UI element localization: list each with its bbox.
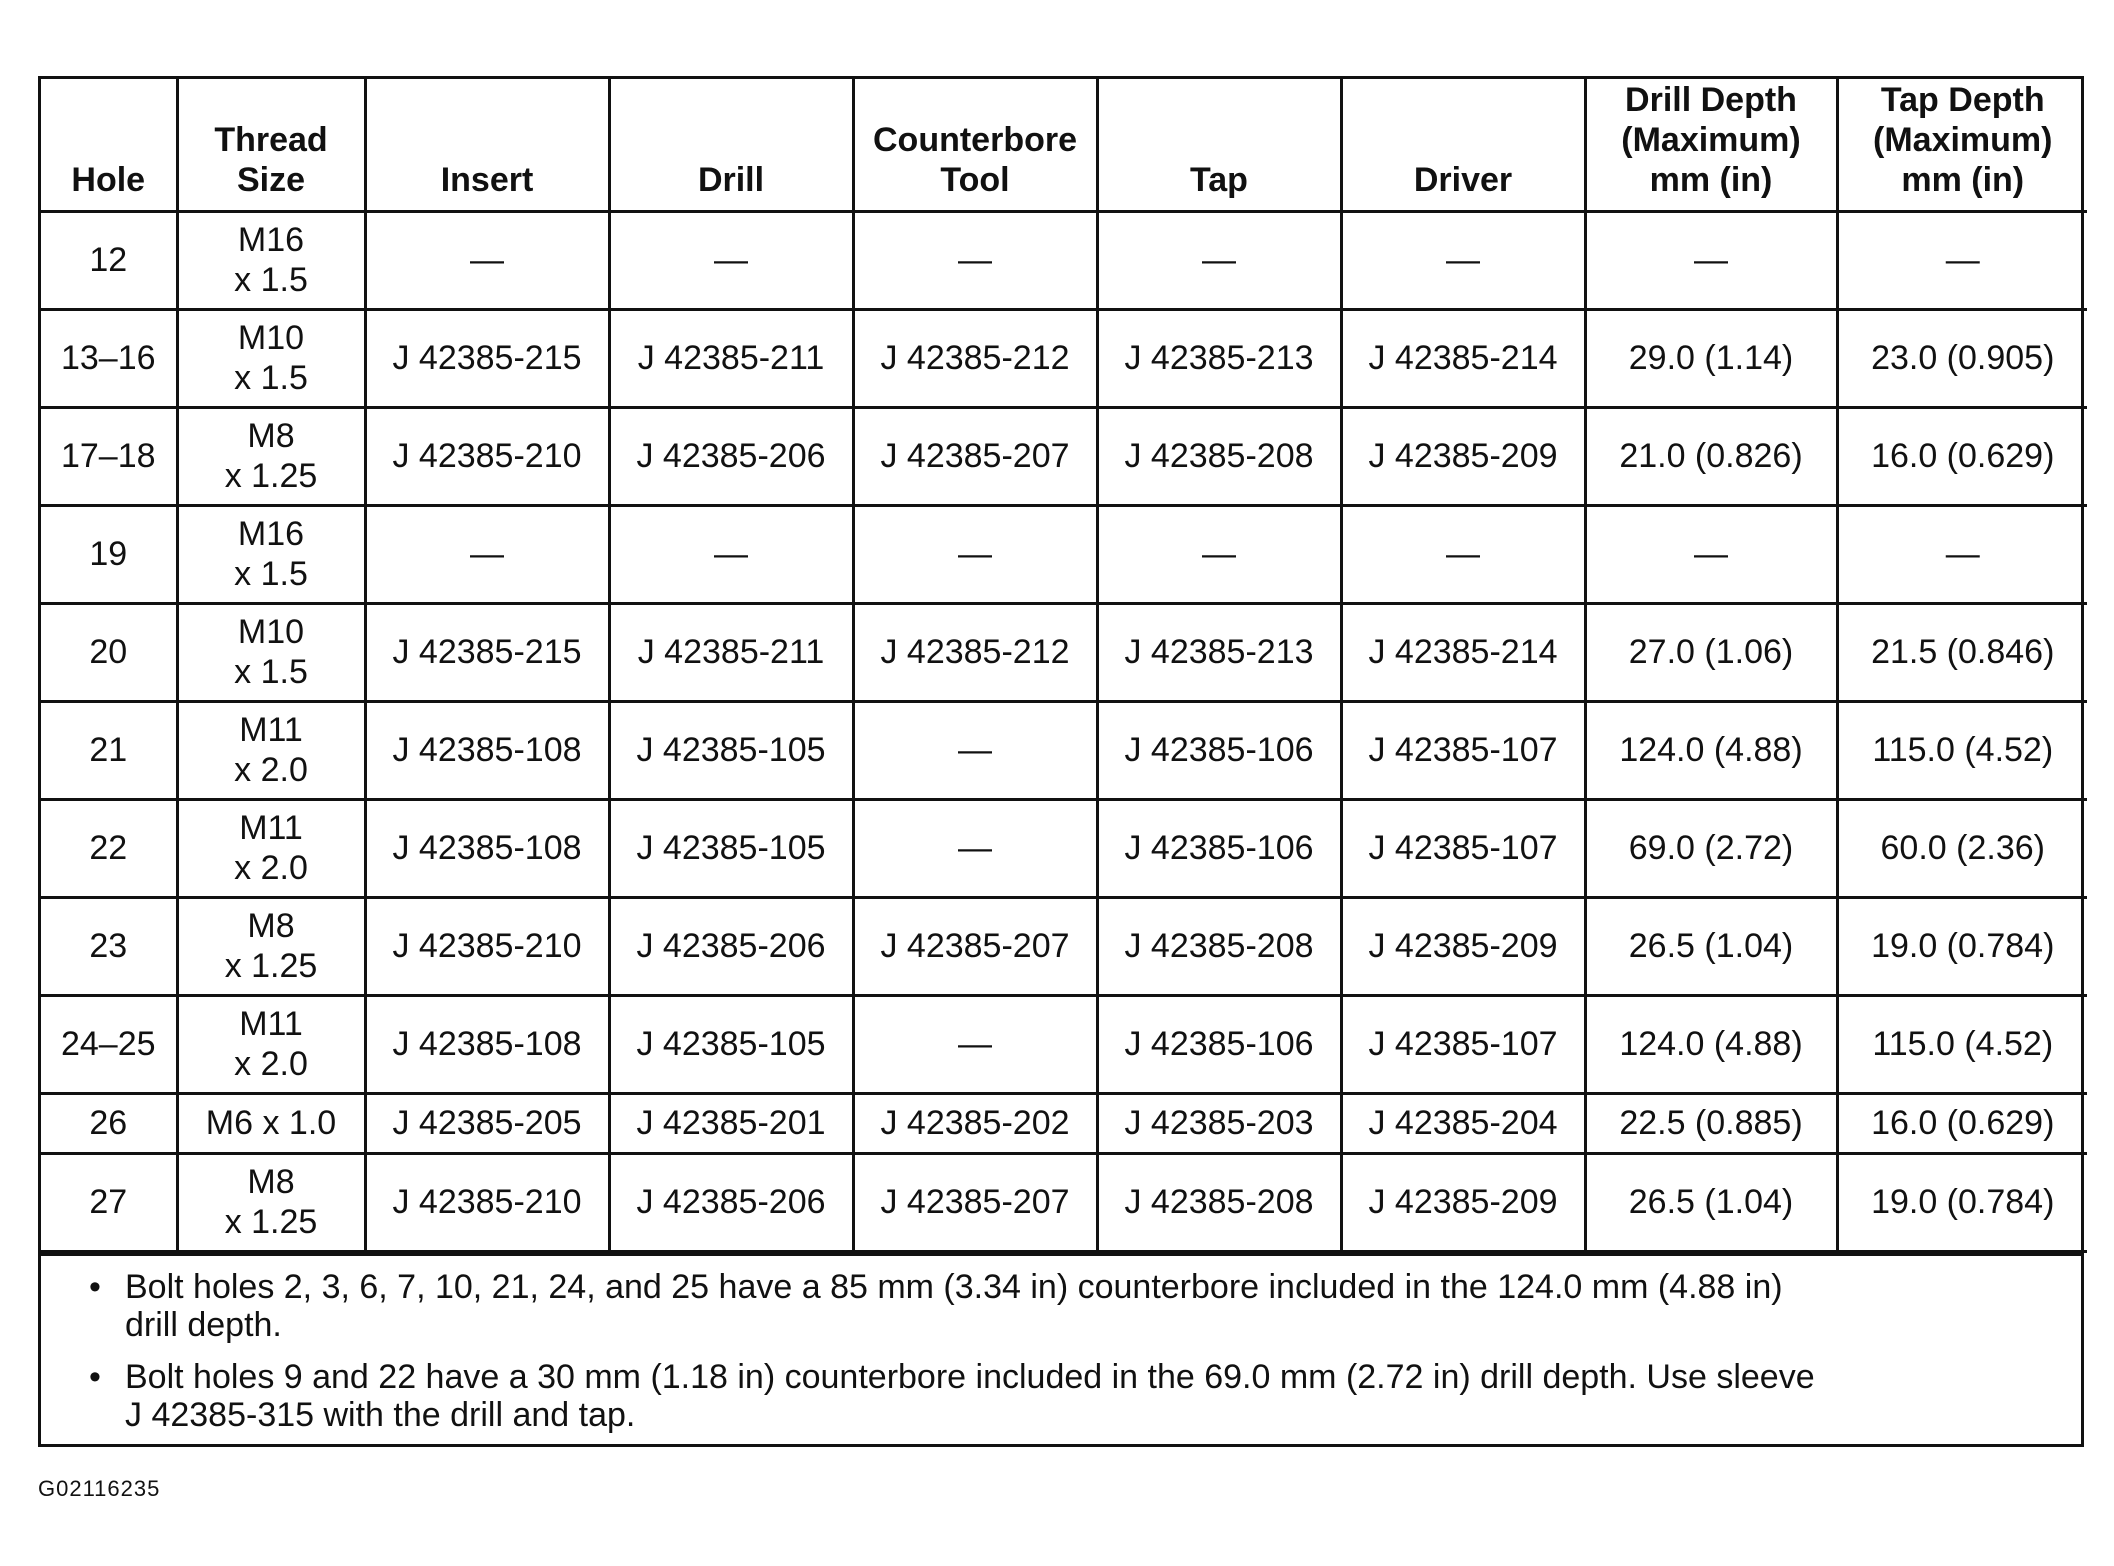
cell-tap-depth: 16.0 (0.629) bbox=[1837, 1093, 2087, 1153]
column-header-drill-depth bbox=[1585, 79, 1837, 211]
cell-insert: J 42385-215 bbox=[365, 309, 609, 407]
cell-counterbore-tool: J 42385-207 bbox=[853, 897, 1097, 995]
cell-tap-depth: 23.0 (0.905) bbox=[1837, 309, 2087, 407]
cell-tap: J 42385-106 bbox=[1097, 799, 1341, 897]
header-text-line: Size bbox=[236, 160, 306, 199]
table-row bbox=[41, 995, 2087, 1093]
cell-drill-depth: 21.0 (0.826) bbox=[1585, 407, 1837, 505]
cell-drill-depth: — bbox=[1585, 505, 1837, 603]
cell-tap-depth: 60.0 (2.36) bbox=[1837, 799, 2087, 897]
cell-insert: — bbox=[365, 211, 609, 309]
cell-text-line: M6 x 1.0 bbox=[205, 1104, 337, 1142]
note-text-line: J 42385-315 with the drill and tap. bbox=[125, 1395, 636, 1434]
table-row bbox=[41, 603, 2087, 701]
bullet-icon: • bbox=[89, 1267, 101, 1306]
cell-thread-size bbox=[177, 701, 365, 799]
cell-drill: J 42385-201 bbox=[609, 1093, 853, 1153]
cell-text-line: x 2.0 bbox=[234, 849, 308, 887]
cell-counterbore-tool: J 42385-207 bbox=[853, 407, 1097, 505]
note-text-line: Bolt holes 2, 3, 6, 7, 10, 21, 24, and 25 have a 85 mm (3.34 in) counterbore included in the 124.0 mm (4.88 in) bbox=[125, 1267, 1783, 1306]
cell-drill: J 42385-206 bbox=[609, 407, 853, 505]
cell-thread-size bbox=[177, 211, 365, 309]
cell-counterbore-tool: J 42385-212 bbox=[853, 309, 1097, 407]
header-text-line: mm (in) bbox=[1901, 160, 2025, 199]
cell-insert: J 42385-210 bbox=[365, 407, 609, 505]
cell-drill-depth: 22.5 (0.885) bbox=[1585, 1093, 1837, 1153]
cell-counterbore-tool: J 42385-212 bbox=[853, 603, 1097, 701]
cell-insert: J 42385-215 bbox=[365, 603, 609, 701]
cell-tap-depth: 16.0 (0.629) bbox=[1837, 407, 2087, 505]
cell-driver: J 42385-214 bbox=[1341, 603, 1585, 701]
cell-drill-depth: 27.0 (1.06) bbox=[1585, 603, 1837, 701]
bullet-icon: • bbox=[89, 1357, 101, 1396]
cell-text-line: M16 bbox=[237, 221, 305, 259]
cell-drill-depth: 124.0 (4.88) bbox=[1585, 701, 1837, 799]
cell-text-line: x 1.25 bbox=[224, 1203, 318, 1241]
cell-drill-depth: 124.0 (4.88) bbox=[1585, 995, 1837, 1093]
cell-text-line: x 1.5 bbox=[234, 359, 308, 397]
header-text-line: (Maximum) bbox=[1873, 120, 2053, 159]
cell-hole: 12 bbox=[41, 211, 177, 309]
cell-driver: J 42385-107 bbox=[1341, 701, 1585, 799]
table-row bbox=[41, 701, 2087, 799]
cell-tap: J 42385-106 bbox=[1097, 995, 1341, 1093]
cell-hole: 19 bbox=[41, 505, 177, 603]
cell-counterbore-tool: — bbox=[853, 505, 1097, 603]
cell-tap-depth: 115.0 (4.52) bbox=[1837, 995, 2087, 1093]
cell-thread-size bbox=[177, 407, 365, 505]
table-row bbox=[41, 505, 2087, 603]
cell-thread-size bbox=[177, 897, 365, 995]
table-header-row bbox=[41, 79, 2087, 211]
cell-counterbore-tool: J 42385-207 bbox=[853, 1153, 1097, 1251]
cell-text-line: M16 bbox=[237, 515, 305, 553]
cell-drill: J 42385-105 bbox=[609, 799, 853, 897]
cell-tap-depth: — bbox=[1837, 211, 2087, 309]
header-text-line: Tool bbox=[940, 160, 1010, 199]
cell-text-line: x 2.0 bbox=[234, 751, 308, 789]
cell-text-line: M10 bbox=[237, 613, 305, 651]
cell-drill-depth: 29.0 (1.14) bbox=[1585, 309, 1837, 407]
column-header-tap-depth bbox=[1837, 79, 2087, 211]
cell-hole: 13–16 bbox=[41, 309, 177, 407]
cell-insert: J 42385-108 bbox=[365, 701, 609, 799]
cell-insert: J 42385-205 bbox=[365, 1093, 609, 1153]
cell-insert: J 42385-210 bbox=[365, 897, 609, 995]
cell-driver: J 42385-209 bbox=[1341, 1153, 1585, 1251]
column-header-counterbore-tool bbox=[853, 79, 1097, 211]
header-text-line: Tap bbox=[1190, 160, 1248, 199]
table-row bbox=[41, 799, 2087, 897]
cell-insert: J 42385-210 bbox=[365, 1153, 609, 1251]
cell-driver: J 42385-209 bbox=[1341, 897, 1585, 995]
cell-hole: 21 bbox=[41, 701, 177, 799]
cell-text-line: M8 bbox=[247, 417, 295, 455]
note-item bbox=[89, 1268, 2051, 1344]
cell-text-line: M11 bbox=[239, 809, 303, 847]
figure-id: G02116235 bbox=[38, 1476, 161, 1501]
cell-counterbore-tool: — bbox=[853, 995, 1097, 1093]
cell-counterbore-tool: J 42385-202 bbox=[853, 1093, 1097, 1153]
table-body bbox=[41, 211, 2087, 1251]
note-text-line: drill depth. bbox=[125, 1305, 282, 1344]
header-text-line: Hole bbox=[71, 160, 146, 199]
cell-thread-size bbox=[177, 1153, 365, 1251]
cell-text-line: x 1.5 bbox=[234, 555, 308, 593]
header-text-line: Thread bbox=[214, 120, 328, 159]
cell-text-line: x 1.25 bbox=[224, 457, 318, 495]
cell-tap: J 42385-106 bbox=[1097, 701, 1341, 799]
cell-drill: J 42385-206 bbox=[609, 1153, 853, 1251]
table-row bbox=[41, 1093, 2087, 1153]
cell-drill-depth: 26.5 (1.04) bbox=[1585, 1153, 1837, 1251]
cell-driver: J 42385-107 bbox=[1341, 995, 1585, 1093]
cell-thread-size bbox=[177, 1093, 365, 1153]
cell-driver: J 42385-209 bbox=[1341, 407, 1585, 505]
cell-driver: J 42385-214 bbox=[1341, 309, 1585, 407]
header-text-line: Drill bbox=[697, 160, 765, 199]
cell-tap-depth: 19.0 (0.784) bbox=[1837, 1153, 2087, 1251]
cell-drill: — bbox=[609, 211, 853, 309]
cell-drill-depth: 26.5 (1.04) bbox=[1585, 897, 1837, 995]
cell-thread-size bbox=[177, 995, 365, 1093]
header-text-line: Insert bbox=[440, 160, 534, 199]
cell-text-line: x 1.5 bbox=[234, 261, 308, 299]
cell-thread-size bbox=[177, 603, 365, 701]
cell-counterbore-tool: — bbox=[853, 799, 1097, 897]
cell-hole: 26 bbox=[41, 1093, 177, 1153]
cell-insert: — bbox=[365, 505, 609, 603]
note-item bbox=[89, 1358, 2051, 1434]
cell-tap-depth: 19.0 (0.784) bbox=[1837, 897, 2087, 995]
cell-insert: J 42385-108 bbox=[365, 995, 609, 1093]
cell-tap: J 42385-213 bbox=[1097, 309, 1341, 407]
cell-tap: J 42385-213 bbox=[1097, 603, 1341, 701]
cell-tap-depth: 115.0 (4.52) bbox=[1837, 701, 2087, 799]
cell-drill: — bbox=[609, 505, 853, 603]
cell-driver: J 42385-204 bbox=[1341, 1093, 1585, 1153]
cell-tap: — bbox=[1097, 211, 1341, 309]
cell-text-line: M11 bbox=[239, 1005, 303, 1043]
cell-hole: 17–18 bbox=[41, 407, 177, 505]
cell-text-line: M8 bbox=[247, 1163, 295, 1201]
cell-drill-depth: 69.0 (2.72) bbox=[1585, 799, 1837, 897]
cell-tap: — bbox=[1097, 505, 1341, 603]
cell-text-line: M8 bbox=[247, 907, 295, 945]
column-header-thread-size bbox=[177, 79, 365, 211]
cell-thread-size bbox=[177, 309, 365, 407]
cell-hole: 23 bbox=[41, 897, 177, 995]
cell-tap-depth: 21.5 (0.846) bbox=[1837, 603, 2087, 701]
cell-drill-depth: — bbox=[1585, 211, 1837, 309]
column-header-driver bbox=[1341, 79, 1585, 211]
cell-text-line: M11 bbox=[239, 711, 303, 749]
notes-section bbox=[41, 1253, 2081, 1444]
header-text-line: (Maximum) bbox=[1621, 120, 1801, 159]
tool-spec-table bbox=[41, 79, 2087, 1253]
cell-tap: J 42385-208 bbox=[1097, 897, 1341, 995]
cell-text-line: x 1.5 bbox=[234, 653, 308, 691]
cell-counterbore-tool: — bbox=[853, 701, 1097, 799]
cell-hole: 27 bbox=[41, 1153, 177, 1251]
header-text-line: Drill Depth bbox=[1625, 80, 1797, 119]
column-header-hole bbox=[41, 79, 177, 211]
cell-thread-size bbox=[177, 505, 365, 603]
header-text-line: Tap Depth bbox=[1880, 80, 2045, 119]
spec-table-frame bbox=[38, 76, 2084, 1447]
cell-insert: J 42385-108 bbox=[365, 799, 609, 897]
cell-driver: — bbox=[1341, 505, 1585, 603]
cell-tap: J 42385-203 bbox=[1097, 1093, 1341, 1153]
cell-drill: J 42385-105 bbox=[609, 701, 853, 799]
cell-tap: J 42385-208 bbox=[1097, 407, 1341, 505]
cell-thread-size bbox=[177, 799, 365, 897]
header-text-line: Counterbore bbox=[873, 120, 1077, 159]
column-header-drill bbox=[609, 79, 853, 211]
cell-tap-depth: — bbox=[1837, 505, 2087, 603]
cell-text-line: x 1.25 bbox=[224, 947, 318, 985]
cell-drill: J 42385-211 bbox=[609, 603, 853, 701]
cell-text-line: x 2.0 bbox=[234, 1045, 308, 1083]
note-text-line: Bolt holes 9 and 22 have a 30 mm (1.18 in) counterbore included in the 69.0 mm (2.72 in) drill depth. Use sleeve bbox=[125, 1357, 1815, 1396]
cell-tap: J 42385-208 bbox=[1097, 1153, 1341, 1251]
table-row bbox=[41, 897, 2087, 995]
cell-driver: — bbox=[1341, 211, 1585, 309]
cell-hole: 22 bbox=[41, 799, 177, 897]
column-header-tap bbox=[1097, 79, 1341, 211]
table-row bbox=[41, 407, 2087, 505]
column-header-insert bbox=[365, 79, 609, 211]
table-row bbox=[41, 211, 2087, 309]
cell-drill: J 42385-206 bbox=[609, 897, 853, 995]
cell-driver: J 42385-107 bbox=[1341, 799, 1585, 897]
cell-counterbore-tool: — bbox=[853, 211, 1097, 309]
header-text-line: Driver bbox=[1413, 160, 1513, 199]
header-text-line: mm (in) bbox=[1649, 160, 1773, 199]
cell-text-line: M10 bbox=[237, 319, 305, 357]
cell-hole: 20 bbox=[41, 603, 177, 701]
cell-drill: J 42385-211 bbox=[609, 309, 853, 407]
table-row bbox=[41, 309, 2087, 407]
table-row bbox=[41, 1153, 2087, 1251]
cell-drill: J 42385-105 bbox=[609, 995, 853, 1093]
cell-hole: 24–25 bbox=[41, 995, 177, 1093]
